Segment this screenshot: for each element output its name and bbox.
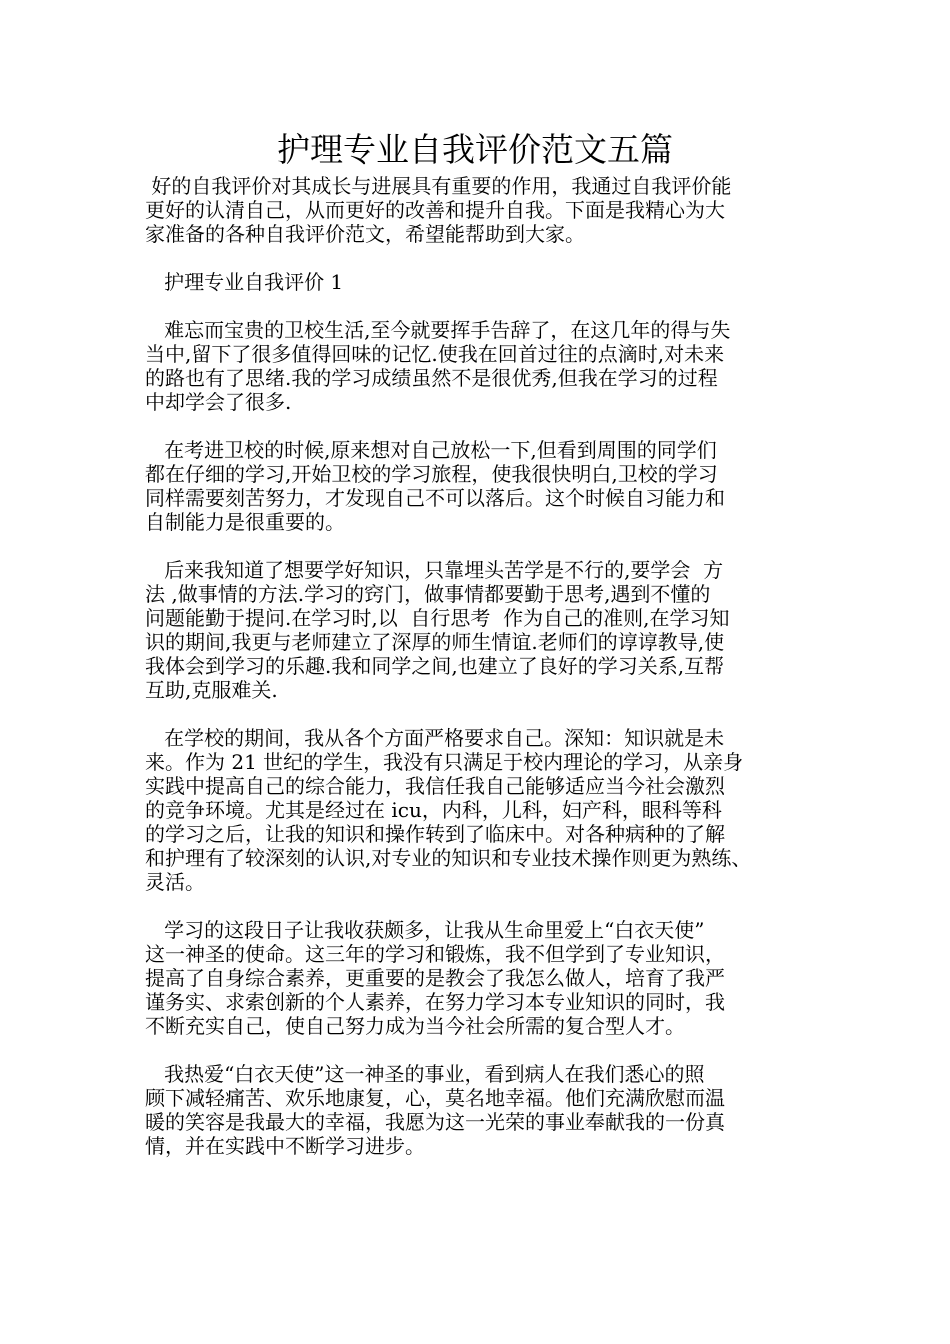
text-line: 难忘而宝贵的卫校生活,至今就要挥手告辞了，在这几年的得与失: [145, 318, 731, 342]
text-line: 学习的这段日子让我收获颇多，让我从生命里爱上“白衣天使”: [145, 918, 705, 942]
text-line: 的竞争环境。尤其是经过在 icu，内科，儿科，妇产科，眼科等科: [145, 798, 722, 822]
text-line: 我体会到学习的乐趣.我和同学之间,也建立了良好的学习关系,互帮: [145, 654, 725, 678]
text-line: 护理专业自我评价 1: [145, 270, 344, 294]
text-line: 识的期间,我更与老师建立了深厚的师生情谊.老师们的谆谆教导,使: [145, 630, 725, 654]
text-line: 和护理有了较深刻的认识,对专业的知识和专业技术操作则更为熟练、: [145, 846, 752, 870]
text-line: 自制能力是很重要的。: [145, 510, 345, 534]
text-line: 更好的认清自己，从而更好的改善和提升自我。下面是我精心为大: [145, 198, 725, 222]
text-line: 问题能勤于提问.在学习时,以 自行思考 作为自己的准则,在学习知: [145, 606, 730, 630]
text-line: 我热爱“白衣天使”这一神圣的事业，看到病人在我们悉心的照: [145, 1062, 705, 1086]
text-line: 在学校的期间，我从各个方面严格要求自己。深知：知识就是未: [145, 726, 725, 750]
paragraph-gap: [145, 534, 825, 558]
text-line: 的路也有了思绪.我的学习成绩虽然不是很优秀,但我在学习的过程: [145, 366, 718, 390]
text-line: 来。作为 21 世纪的学生，我没有只满足于校内理论的学习，从亲身: [145, 750, 744, 774]
paragraph-gap: [145, 246, 825, 270]
paragraph-gap: [145, 294, 825, 318]
text-line: 谨务实、求索创新的个人素养，在努力学习本专业知识的同时，我: [145, 990, 725, 1014]
paragraph-gap: [145, 702, 825, 726]
text-line: 都在仔细的学习,开始卫校的学习旅程，使我很快明白,卫校的学习: [145, 462, 718, 486]
text-line: 在考进卫校的时候,原来想对自己放松一下,但看到周围的同学们: [145, 438, 717, 462]
text-line: 不断充实自己，使自己努力成为当今社会所需的复合型人才。: [145, 1014, 685, 1038]
text-line: 后来我知道了想要学好知识，只靠埋头苦学是不行的,要学会 方: [145, 558, 724, 582]
text-line: 这一神圣的使命。这三年的学习和锻炼，我不但学到了专业知识，: [145, 942, 725, 966]
text-line: 提高了自身综合素养，更重要的是教会了我怎么做人，培育了我严: [145, 966, 725, 990]
document-title: 护理专业自我评价范文五篇: [277, 130, 673, 169]
paragraph-gap: [145, 1038, 825, 1062]
text-line: 顾下减轻痛苦、欢乐地康复，心，莫名地幸福。他们充满欣慰而温: [145, 1086, 725, 1110]
text-line: 互助,克服难关.: [145, 678, 278, 702]
text-line: 情，并在实践中不断学习进步。: [145, 1134, 425, 1158]
paragraph-gap: [145, 414, 825, 438]
text-line: 的学习之后，让我的知识和操作转到了临床中。对各种病种的了解: [145, 822, 725, 846]
text-line: 法 ,做事情的方法.学习的窍门，做事情都要勤于思考,遇到不懂的: [145, 582, 711, 606]
text-line: 实践中提高自己的综合能力，我信任我自己能够适应当今社会激烈: [145, 774, 725, 798]
text-line: 家准备的各种自我评价范文，希望能帮助到大家。: [145, 222, 585, 246]
text-line: 好的自我评价对其成长与进展具有重要的作用，我通过自我评价能: [145, 174, 732, 198]
text-line: 暖的笑容是我最大的幸福，我愿为这一光荣的事业奉献我的一份真: [145, 1110, 725, 1134]
text-line: 灵活。: [145, 870, 205, 894]
paragraph-gap: [145, 894, 825, 918]
text-line: 中却学会了很多.: [145, 390, 292, 414]
document-body: [145, 174, 825, 1158]
text-line: 当中,留下了很多值得回味的记忆.使我在回首过往的点滴时,对未来: [145, 342, 725, 366]
text-line: 同样需要刻苦努力，才发现自己不可以落后。这个时候自习能力和: [145, 486, 725, 510]
